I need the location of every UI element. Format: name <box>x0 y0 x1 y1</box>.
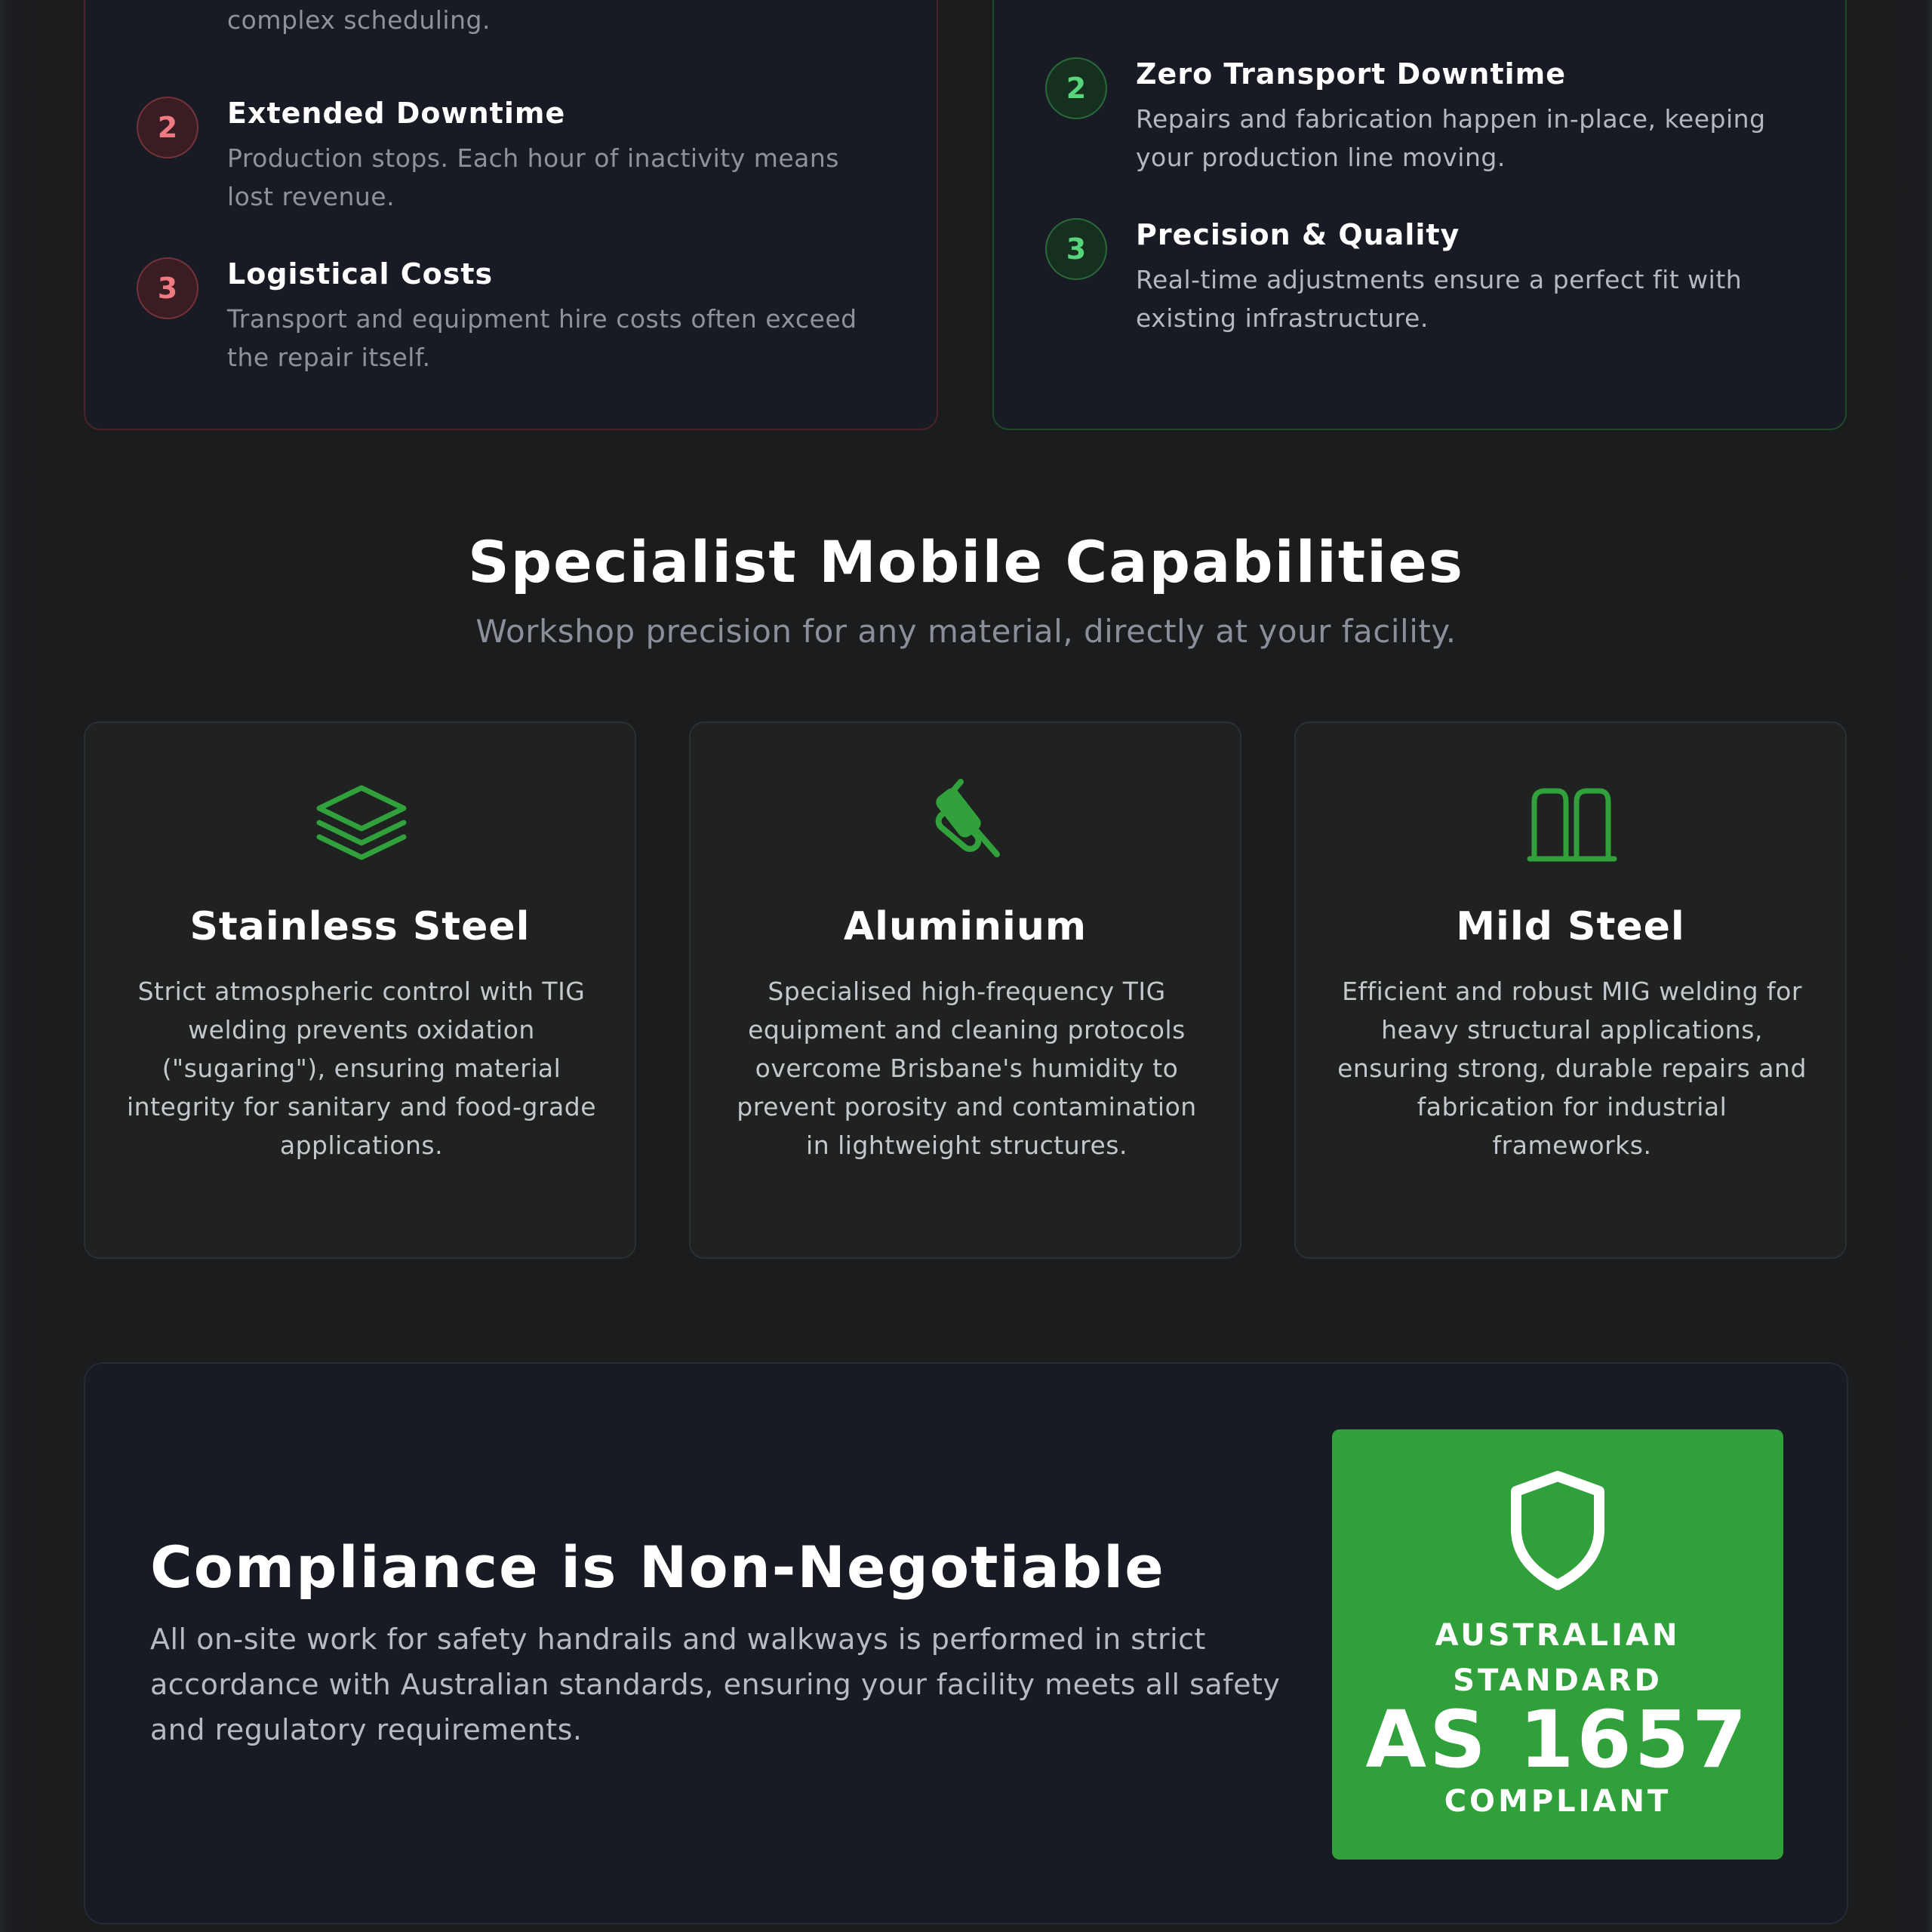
problem-1-desc-line2: complex scheduling. <box>227 5 491 35</box>
badge-standard-code: AS 1657 <box>1365 1694 1750 1786</box>
badge-line-compliant: COMPLIANT <box>1444 1784 1672 1819</box>
problem-3-desc: Transport and equipment hire costs often exceed the repair itself. <box>227 304 857 372</box>
capability-title: Stainless Steel <box>189 904 531 949</box>
problems-card <box>84 0 938 430</box>
steel-beams-icon <box>1527 776 1617 866</box>
capabilities-subtitle: Workshop precision for any material, directly at your facility. <box>475 613 1457 650</box>
layers-icon <box>316 776 407 866</box>
badge-line-australian: AUSTRALIAN <box>1435 1618 1681 1653</box>
capability-card-aluminium <box>689 721 1241 1259</box>
capability-desc: Specialised high-frequency TIG equipment and cleaning protocols overcome Brisbane's humidity to prevent porosity and contamination in lightweight structures. <box>737 977 1197 1160</box>
problem-2-desc: Production stops. Each hour of inactivity means lost revenue. <box>227 143 839 211</box>
problem-3-title: Logistical Costs <box>227 257 494 291</box>
welding-torch-icon <box>921 776 1012 866</box>
solutions-card <box>992 0 1847 430</box>
capability-title: Mild Steel <box>1456 904 1685 949</box>
capability-card-stainless-steel <box>84 721 636 1259</box>
solution-3-desc: Real-time adjustments ensure a perfect fit with existing infrastructure. <box>1136 265 1743 333</box>
capabilities-title: Specialist Mobile Capabilities <box>467 528 1464 595</box>
solution-3-title: Precision & Quality <box>1136 218 1460 251</box>
compliance-badge <box>1332 1429 1783 1860</box>
compliance-title: Compliance is Non-Negotiable <box>150 1534 1165 1601</box>
solution-2-title: Zero Transport Downtime <box>1136 57 1567 91</box>
capability-card-mild-steel <box>1294 721 1847 1259</box>
solution-1-desc-tail <box>1136 0 1800 1</box>
capability-desc: Strict atmospheric control with TIG welding prevents oxidation ("sugaring"), ensuring material integrity for sanitary and food-grade applications. <box>127 977 596 1160</box>
shield-icon <box>1509 1470 1607 1591</box>
badge-line-standard: STANDARD <box>1453 1663 1663 1698</box>
solution-2-desc: Repairs and fabrication happen in-place, keeping your production line moving. <box>1136 104 1766 172</box>
solution-2-number-badge: 2 <box>1045 57 1107 119</box>
problem-2-number-badge: 2 <box>137 97 198 158</box>
solution-3-number-badge: 3 <box>1045 218 1107 280</box>
problem-2-title: Extended Downtime <box>227 97 566 130</box>
capability-desc: Efficient and robust MIG welding for heavy structural applications, ensuring strong, durable repairs and fabrication for industrial frameworks. <box>1337 977 1807 1160</box>
compliance-desc: All on-site work for safety handrails and walkways is performed in strict accordance with Australian standards, ensuring your facility meets all safety and regulatory requirements. <box>150 1623 1281 1746</box>
problem-3-number-badge: 3 <box>137 257 198 319</box>
compliance-section <box>84 1362 1848 1924</box>
capability-title: Aluminium <box>843 904 1088 949</box>
